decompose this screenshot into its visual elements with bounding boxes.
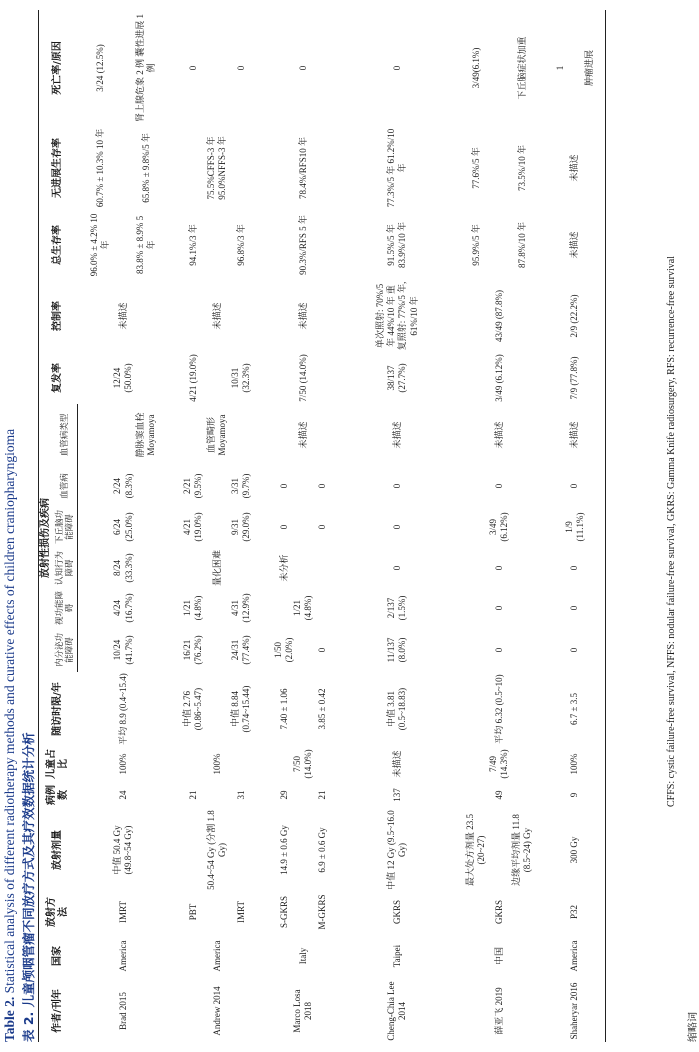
cell-method: GKRS bbox=[391, 900, 402, 925]
cell-cases: 9 bbox=[545, 782, 605, 808]
cell-control: 未描述 bbox=[297, 302, 308, 330]
cell-hypothalamus: 9/31 (29.0%) bbox=[230, 512, 252, 542]
results-table bbox=[38, 10, 606, 1042]
cell-vascular-type: 未描述 bbox=[493, 421, 504, 449]
cell-os: 94.1%/3 年 bbox=[187, 224, 198, 266]
cell-pfs: 73.5%/10 年 bbox=[516, 144, 527, 191]
cell-vision: 0 bbox=[545, 588, 605, 628]
caption-en-text: Statistical analysis of different radiotherapy methods and curative effects of children craniopharyngioma bbox=[2, 428, 17, 997]
cell-country: 中国 bbox=[493, 947, 504, 966]
cell-followup: 平均 8.9 (0.4~15.4) bbox=[117, 673, 128, 745]
abbreviation-label: 缩略词 bbox=[688, 1012, 699, 1042]
caption-zh-text: 儿童颅咽管瘤不同放疗方式及其疗效数据统计分析 bbox=[21, 732, 36, 1012]
cell-method: S-GKRS bbox=[278, 896, 289, 929]
cell-vascular: 2/21 (9.5%) bbox=[182, 473, 204, 499]
cell-hypothalamus: 1/9 (11.1%) bbox=[545, 506, 605, 548]
cell-pfs: 65.8% ± 9.8%/5 年 bbox=[140, 133, 151, 203]
cell-pfs: 78.4%/RFS10 年 bbox=[297, 136, 308, 199]
header-os: 总生存率 bbox=[39, 210, 78, 280]
header-cases: 病例数 bbox=[39, 782, 78, 808]
cell-method: IMRT bbox=[117, 901, 128, 923]
cell-endocrine: 0 bbox=[316, 647, 327, 653]
header-recurrence: 复发率 bbox=[39, 352, 78, 404]
header-vascular: 血管病 bbox=[54, 466, 78, 506]
cell-cases: 49 bbox=[493, 790, 504, 800]
cell-hypothalamus: 3/49 (6.12%) bbox=[488, 512, 510, 542]
cell-control: 43/49 (87.8%) bbox=[493, 289, 504, 342]
table-row bbox=[265, 10, 303, 1042]
cell-vascular: 0 bbox=[391, 483, 402, 489]
cell-os: 96.8%/3 年 bbox=[235, 224, 246, 266]
cell-vascular: 0 bbox=[316, 483, 327, 489]
cell-country: Italy bbox=[297, 947, 308, 965]
cell-vascular: 0 bbox=[278, 483, 289, 489]
cell-cognitive: 0 bbox=[493, 565, 504, 571]
cell-recurrence: 3/49 (6.12%) bbox=[493, 354, 504, 402]
cell-author: Cheng-Chia Lee 2014 bbox=[386, 981, 408, 1041]
cell-followup: 3.85 ± 0.42 bbox=[316, 688, 327, 730]
header-country: 国家 bbox=[39, 932, 78, 980]
cell-dose: 14.9 ± 0.6 Gy bbox=[278, 825, 289, 875]
cell-endocrine: 11/137 (8.0%) bbox=[386, 637, 408, 663]
cell-cognitive bbox=[303, 548, 341, 588]
cell-country: America bbox=[545, 932, 605, 980]
cell-os: 未描述 bbox=[545, 210, 605, 280]
header-method: 放射方法 bbox=[39, 892, 78, 932]
cell-vascular: 0 bbox=[493, 483, 504, 489]
cell-method: IMRT bbox=[235, 901, 246, 923]
cell-cases: 24 bbox=[117, 790, 128, 800]
cell-country: America bbox=[117, 940, 128, 972]
cell-author: Andrew 2014 bbox=[211, 986, 222, 1036]
cell-method: PBT bbox=[187, 903, 198, 921]
cell-death: 0 bbox=[235, 65, 246, 71]
table-row bbox=[453, 10, 499, 1042]
cell-pfs: 未描述 bbox=[545, 126, 605, 210]
cell-dose: 中值 50.4 Gy (49.8~54 Gy) bbox=[112, 825, 134, 875]
cell-author: Shaheryar 2016 bbox=[545, 980, 605, 1042]
cell-vision: 4/31 (12.9%) bbox=[230, 593, 252, 623]
cell-vision: 1/21 (4.8%) bbox=[182, 595, 204, 621]
cell-dose: 中值 12 Gy (9.5~16.0 Gy) bbox=[386, 810, 408, 890]
cell-vascular-type: 未描述 bbox=[391, 421, 402, 449]
cell-pfs: 77.6%/5 年 bbox=[470, 147, 481, 189]
cell-hypothalamus: 0 bbox=[316, 524, 327, 530]
cell-dose: 6.9 ± 0.6 Gy bbox=[316, 827, 327, 873]
header-vision: 视功能障碍 bbox=[54, 588, 78, 628]
cell-os: 96.0% ± 4.2% 10 年 bbox=[89, 213, 111, 277]
cell-death: 下丘脑症状加重 bbox=[516, 36, 527, 100]
cell-endocrine: 16/21 (76.2%) bbox=[182, 635, 204, 665]
header-dose: 放射剂量 bbox=[39, 808, 78, 892]
cell-dose: 边缘平均剂量 11.8 (8.5~24) Gy bbox=[511, 814, 533, 886]
caption-zh-label: 表 2. bbox=[21, 1011, 36, 1042]
cell-os: 87.8%/10 年 bbox=[516, 221, 527, 268]
cell-ratio: 100% bbox=[117, 753, 128, 775]
cell-control: 未描述 bbox=[211, 302, 222, 330]
cell-ratio: 未描述 bbox=[391, 750, 402, 778]
cell-author: 薛亚飞 2019 bbox=[493, 987, 504, 1035]
cell-death: 0 bbox=[391, 65, 402, 71]
cell-vascular-type: 未描述 bbox=[545, 404, 605, 466]
cell-cases: 29 bbox=[278, 790, 289, 800]
header-control: 控制率 bbox=[39, 280, 78, 352]
cell-vascular: 2/24 (8.3%) bbox=[112, 473, 134, 499]
cell-death: 1 bbox=[554, 65, 565, 71]
table-row bbox=[77, 10, 123, 1042]
table-row bbox=[341, 10, 453, 1042]
table-row bbox=[169, 10, 217, 1042]
cell-death: 3/49(6.1%) bbox=[470, 47, 481, 89]
cell-vascular: 3/31 (9.7%) bbox=[230, 473, 252, 499]
cell-os: 90.3%/RFS 5 年 bbox=[297, 215, 308, 275]
cell-country: Taipei bbox=[391, 944, 402, 968]
cell-author: Marco Losa 2018 bbox=[292, 989, 314, 1033]
cell-cognitive: 0 bbox=[391, 565, 402, 571]
cell-cases: 21 bbox=[187, 790, 198, 800]
cell-recurrence: 4/21 (19.0%) bbox=[187, 354, 198, 402]
cell-vascular-type: 未描述 bbox=[297, 421, 308, 449]
cell-method: P32 bbox=[545, 892, 605, 932]
cell-followup: 6.7 ± 3.5 bbox=[545, 672, 605, 746]
header-death: 死亡率/原因 bbox=[39, 10, 78, 126]
cell-country: America bbox=[211, 940, 222, 972]
cell-recurrence: 38/137 (27.7%) bbox=[386, 363, 408, 393]
cell-author: Brad 2015 bbox=[117, 992, 128, 1030]
header-row-1 bbox=[39, 10, 54, 1042]
cell-cognitive: 0 bbox=[545, 548, 605, 588]
cell-death: 3/24 (12.5%) bbox=[94, 44, 105, 92]
caption-english bbox=[2, 429, 18, 1042]
cell-recurrence: 10/31 (32.3%) bbox=[230, 363, 252, 393]
cell-followup: 平均 6.32 (0.5~10) bbox=[493, 674, 504, 744]
cell-vision: 0 bbox=[493, 605, 504, 611]
cell-death: 肿瘤进展 bbox=[575, 10, 605, 126]
cell-os: 91.5%/5 年 83.9%/10 年 bbox=[386, 221, 408, 268]
cell-followup: 7.40 ± 1.06 bbox=[278, 688, 289, 730]
cell-vascular-type: 静脉窦血栓 Moyamoya bbox=[135, 412, 157, 458]
cell-endocrine: 0 bbox=[545, 628, 605, 672]
cell-cognitive: 未分析 bbox=[278, 554, 289, 582]
cell-followup: 中值 3.81 (0.5~18.83) bbox=[386, 687, 408, 731]
cell-dose: 最大处方剂量 23.5 (20~27) bbox=[465, 814, 487, 887]
cell-vision: 1/21 (4.8%) bbox=[292, 595, 314, 621]
cell-recurrence: 7/50 (14.0%) bbox=[297, 354, 308, 402]
cell-method: GKRS bbox=[493, 900, 504, 925]
cell-hypothalamus: 4/21 (19.0%) bbox=[182, 512, 204, 542]
cell-cognitive: 8/24 (33.3%) bbox=[112, 553, 134, 583]
cell-ratio: 100% bbox=[545, 746, 605, 782]
cell-control: 单次照射: 70%/5 年 44%/10 年 重复照射: 77%/5 年, 61%/10 年 bbox=[374, 281, 419, 351]
cell-ratio: 7/50 (14.0%) bbox=[292, 749, 314, 779]
cell-pfs: 75.5%CFFS-3 年 95.0%NFFS-3 年 bbox=[206, 136, 228, 200]
cell-hypothalamus: 6/24 (25.0%) bbox=[112, 512, 134, 542]
cell-endocrine: 1/50 (2.0%) bbox=[273, 637, 295, 663]
cell-control: 未描述 bbox=[117, 302, 128, 330]
cell-ratio: 100% bbox=[211, 753, 222, 775]
header-followup: 随访时限/年 bbox=[39, 672, 78, 746]
cell-endocrine: 24/31 (77.4%) bbox=[230, 635, 252, 665]
cell-method: M-GKRS bbox=[316, 894, 327, 930]
cell-cognitive: 量化困难 bbox=[211, 550, 222, 587]
cell-cases: 31 bbox=[235, 790, 246, 800]
header-injury-group: 放射性损伤及疾病 bbox=[39, 404, 54, 672]
cell-vascular-type: 血管畸形 Moyamoya bbox=[206, 414, 228, 456]
cell-os: 83.8% ± 8.9% 5 年 bbox=[135, 215, 157, 275]
cell-os: 95.9%/5 年 bbox=[470, 224, 481, 266]
header-pfs: 无进展生存率 bbox=[39, 126, 78, 210]
header-child-ratio: 儿童占比 bbox=[39, 746, 78, 782]
cell-vascular: 0 bbox=[545, 466, 605, 506]
cell-cases: 137 bbox=[391, 788, 402, 802]
cell-recurrence: 12/24 (50.0%) bbox=[112, 363, 134, 393]
cell-death: 肾上腺危象 2 例 囊性进展 1 例 bbox=[135, 13, 157, 122]
cell-pfs: 60.7% ± 10.3% 10 年 bbox=[94, 128, 105, 208]
cell-ratio: 7/49 (14.3%) bbox=[488, 749, 510, 779]
table-row bbox=[545, 10, 575, 1042]
cell-followup: 中值 8.84 (0.74~15.44) bbox=[230, 685, 252, 733]
caption-en-label: Table 2. bbox=[2, 996, 17, 1042]
header-vascular-type: 血管病类型 bbox=[54, 404, 78, 466]
cell-vision: 2/137 (1.5%) bbox=[386, 595, 408, 621]
header-author: 作者/刊年 bbox=[39, 980, 78, 1042]
cell-hypothalamus: 0 bbox=[391, 524, 402, 530]
cell-endocrine: 0 bbox=[493, 647, 504, 653]
caption-chinese bbox=[19, 732, 37, 1042]
cell-dose: 300 Gy bbox=[545, 808, 605, 892]
cell-death: 0 bbox=[187, 65, 198, 71]
cell-endocrine: 10/24 (41.7%) bbox=[112, 635, 134, 665]
cell-recurrence: 7/9 (77.8%) bbox=[545, 352, 605, 404]
cell-hypothalamus: 0 bbox=[278, 524, 289, 530]
cell-followup: 中值 2.76 (0.86~5.47) bbox=[182, 687, 204, 731]
cell-dose: 50.4~54 Gy (分割 1.8 Gy) bbox=[206, 810, 228, 890]
cell-death: 0 bbox=[297, 65, 308, 71]
header-endocrine: 内分泌功能障碍 bbox=[54, 628, 78, 672]
cell-control: 2/9 (22.2%) bbox=[545, 280, 605, 352]
cell-vision: 4/24 (16.7%) bbox=[112, 593, 134, 623]
header-cognitive: 认知行为障碍 bbox=[54, 548, 78, 588]
header-hypothalamus: 下丘脑功能障碍 bbox=[54, 506, 78, 548]
cell-pfs: 77.3%/5 年 61.2%/10 年 bbox=[386, 128, 408, 208]
cell-vascular-type bbox=[77, 404, 123, 466]
cell-cases: 21 bbox=[316, 790, 327, 800]
table-footnote: CFFS: cystic failure-free survival, NFFS: nodular failure-free survival, GKRS: Gamma Knife radiosurgery, RFS: recurrence-free survival bbox=[666, 256, 677, 807]
